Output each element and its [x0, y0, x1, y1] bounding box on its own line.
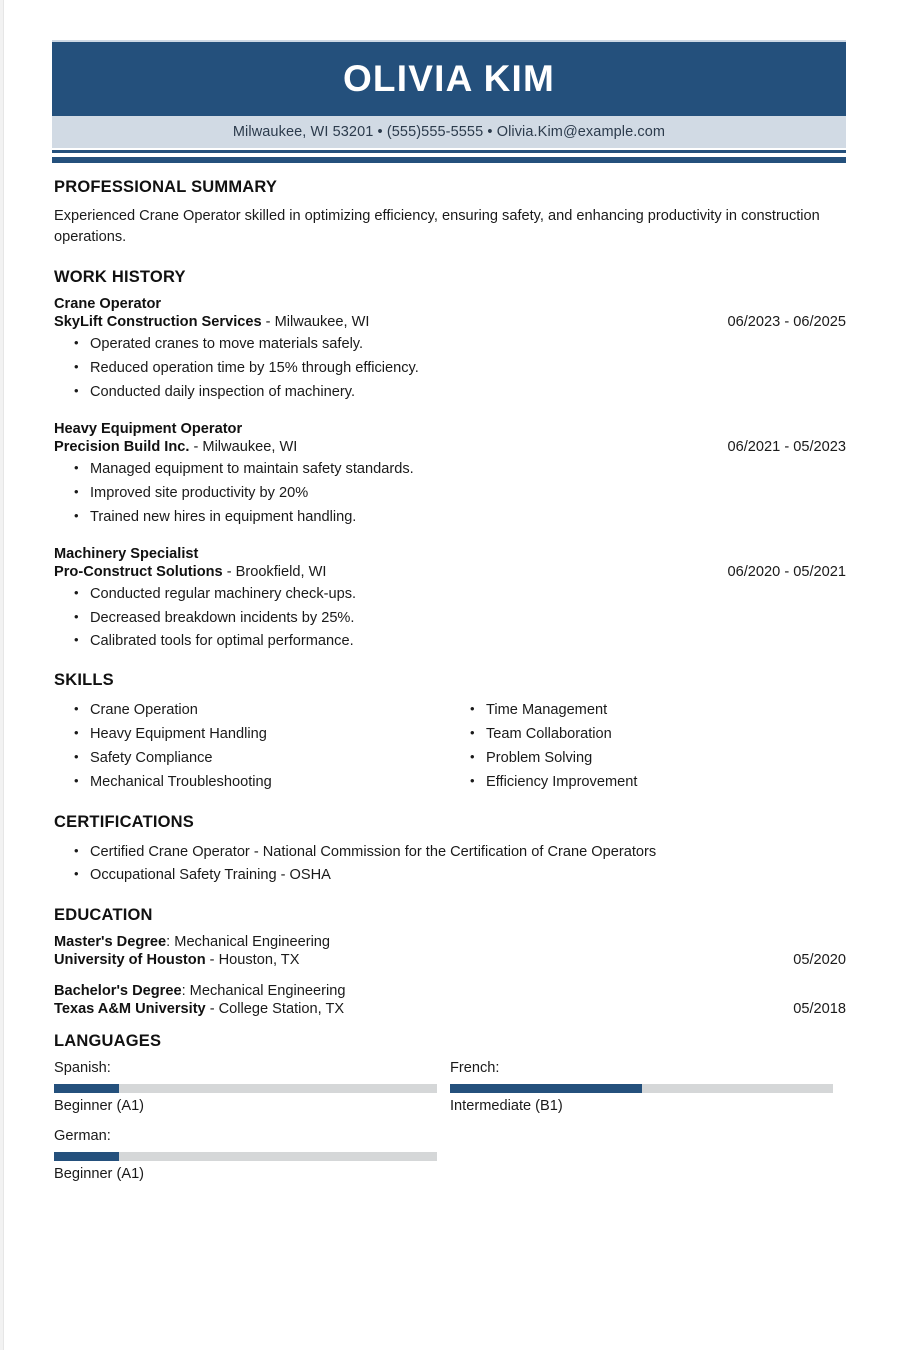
education-school-location [54, 1001, 344, 1017]
certifications-list [54, 841, 846, 888]
education-school-line [54, 1001, 846, 1017]
skill-item: • Problem Solving [450, 747, 846, 771]
job-header-line [54, 314, 846, 330]
job-company: Precision Build Inc. [54, 439, 190, 456]
section-certifications [54, 813, 846, 888]
job-title: Crane Operator [54, 296, 162, 313]
language-name: French: [450, 1060, 500, 1077]
job-dates: 06/2020 - 05/2021 [727, 564, 846, 581]
skill-item: • Heavy Equipment Handling [54, 723, 450, 747]
certification-item: • Certified Crane Operator - National Commission for the Certification of Crane Operators [54, 841, 846, 865]
job-location: - Milwaukee, WI [189, 439, 298, 456]
skills-column-left [54, 699, 450, 795]
language-name: Spanish: [54, 1060, 111, 1077]
section-education [54, 906, 846, 1017]
education-entry [54, 983, 846, 1017]
language-proficiency-track [54, 1084, 437, 1093]
resume-body [54, 178, 846, 1196]
job-header-line [54, 564, 846, 580]
job-location: - Milwaukee, WI [261, 314, 370, 331]
languages-grid [54, 1060, 846, 1196]
job-company-location [54, 314, 369, 330]
certification-item: • Occupational Safety Training - OSHA [54, 864, 846, 888]
skills-list-right [450, 699, 846, 795]
education-location: - College Station, TX [205, 1001, 345, 1018]
job-dates: 06/2023 - 06/2025 [727, 314, 846, 331]
job-dates: 06/2021 - 05/2023 [727, 439, 846, 456]
job-company-location [54, 564, 326, 580]
skill-item: • Crane Operation [54, 699, 450, 723]
skills-column-right [450, 699, 846, 795]
skills-list-left [54, 699, 450, 795]
education-entry [54, 934, 846, 968]
education-school: University of Houston [54, 952, 206, 969]
job-bullet-list [54, 333, 846, 404]
job-bullet: • Conducted regular machinery check-ups. [54, 583, 846, 607]
job-location: - Brookfield, WI [222, 564, 327, 581]
summary-text: Experienced Crane Operator skilled in optimizing efficiency, ensuring safety, and enhancing productivity in construction operations. [54, 208, 820, 246]
skill-item: • Team Collaboration [450, 723, 846, 747]
job-bullet: • Improved site productivity by 20% [54, 482, 846, 506]
language-level: Beginner (A1) [54, 1166, 145, 1183]
section-languages [54, 1032, 846, 1196]
language-proficiency-fill [450, 1084, 642, 1093]
page-left-edge [0, 0, 4, 1350]
language-proficiency-track [450, 1084, 833, 1093]
contact-line: Milwaukee, WI 53201 • (555)555-5555 • Olivia.Kim@example.com [232, 124, 666, 140]
education-school: Texas A&M University [54, 1001, 206, 1018]
language-item [54, 1128, 450, 1182]
job-bullet-list [54, 583, 846, 654]
section-professional-summary [54, 178, 846, 248]
section-title-certifications: CERTIFICATIONS [54, 812, 194, 831]
language-proficiency-fill [54, 1084, 119, 1093]
work-entry [54, 421, 846, 529]
work-entry [54, 296, 846, 404]
job-bullet: • Trained new hires in equipment handling. [54, 506, 846, 530]
job-header-line [54, 439, 846, 455]
language-proficiency-fill [54, 1152, 119, 1161]
job-bullet: • Reduced operation time by 15% through efficiency. [54, 357, 846, 381]
skill-item: • Efficiency Improvement [450, 771, 846, 795]
job-bullet: • Calibrated tools for optimal performance. [54, 630, 846, 654]
language-level: Intermediate (B1) [450, 1098, 563, 1115]
contact-band [52, 114, 846, 148]
skills-columns [54, 699, 846, 795]
job-company-location [54, 439, 297, 455]
education-degree-field: : Mechanical Engineering [181, 983, 346, 1000]
job-company: Pro-Construct Solutions [54, 564, 223, 581]
skill-item: • Mechanical Troubleshooting [54, 771, 450, 795]
job-bullet: • Operated cranes to move materials safely. [54, 333, 846, 357]
job-company: SkyLift Construction Services [54, 314, 262, 331]
education-degree [54, 934, 846, 950]
education-degree-label: Master's Degree [54, 934, 167, 951]
education-date: 05/2020 [793, 952, 846, 969]
language-name: German: [54, 1128, 111, 1145]
education-degree-field: : Mechanical Engineering [166, 934, 331, 951]
candidate-name: OLIVIA KIM [342, 57, 556, 99]
section-title-education: EDUCATION [54, 906, 153, 925]
education-school-location [54, 952, 299, 968]
language-item [450, 1060, 846, 1114]
section-work-history [54, 268, 846, 654]
education-school-line [54, 952, 846, 968]
skill-item: • Safety Compliance [54, 747, 450, 771]
language-level: Beginner (A1) [54, 1098, 145, 1115]
job-title: Machinery Specialist [54, 546, 199, 563]
work-entry [54, 546, 846, 654]
job-bullet: • Conducted daily inspection of machinery. [54, 381, 846, 405]
language-proficiency-track [54, 1152, 437, 1161]
education-degree-label: Bachelor's Degree [54, 983, 182, 1000]
name-band [52, 40, 846, 114]
resume-header [52, 40, 846, 163]
job-bullet-list [54, 458, 846, 529]
header-rule-thick [52, 157, 846, 163]
section-skills [54, 671, 846, 795]
section-title-summary: PROFESSIONAL SUMMARY [54, 178, 278, 196]
section-title-languages: LANGUAGES [54, 1032, 162, 1051]
job-bullet: • Managed equipment to maintain safety standards. [54, 458, 846, 482]
education-location: - Houston, TX [205, 952, 300, 969]
language-item [54, 1060, 450, 1114]
section-title-skills: SKILLS [54, 671, 114, 690]
job-title: Heavy Equipment Operator [54, 421, 243, 438]
skill-item: • Time Management [450, 699, 846, 723]
education-degree [54, 983, 846, 999]
section-title-work-history: WORK HISTORY [54, 268, 186, 287]
education-date: 05/2018 [793, 1001, 846, 1018]
job-bullet: • Decreased breakdown incidents by 25%. [54, 607, 846, 631]
